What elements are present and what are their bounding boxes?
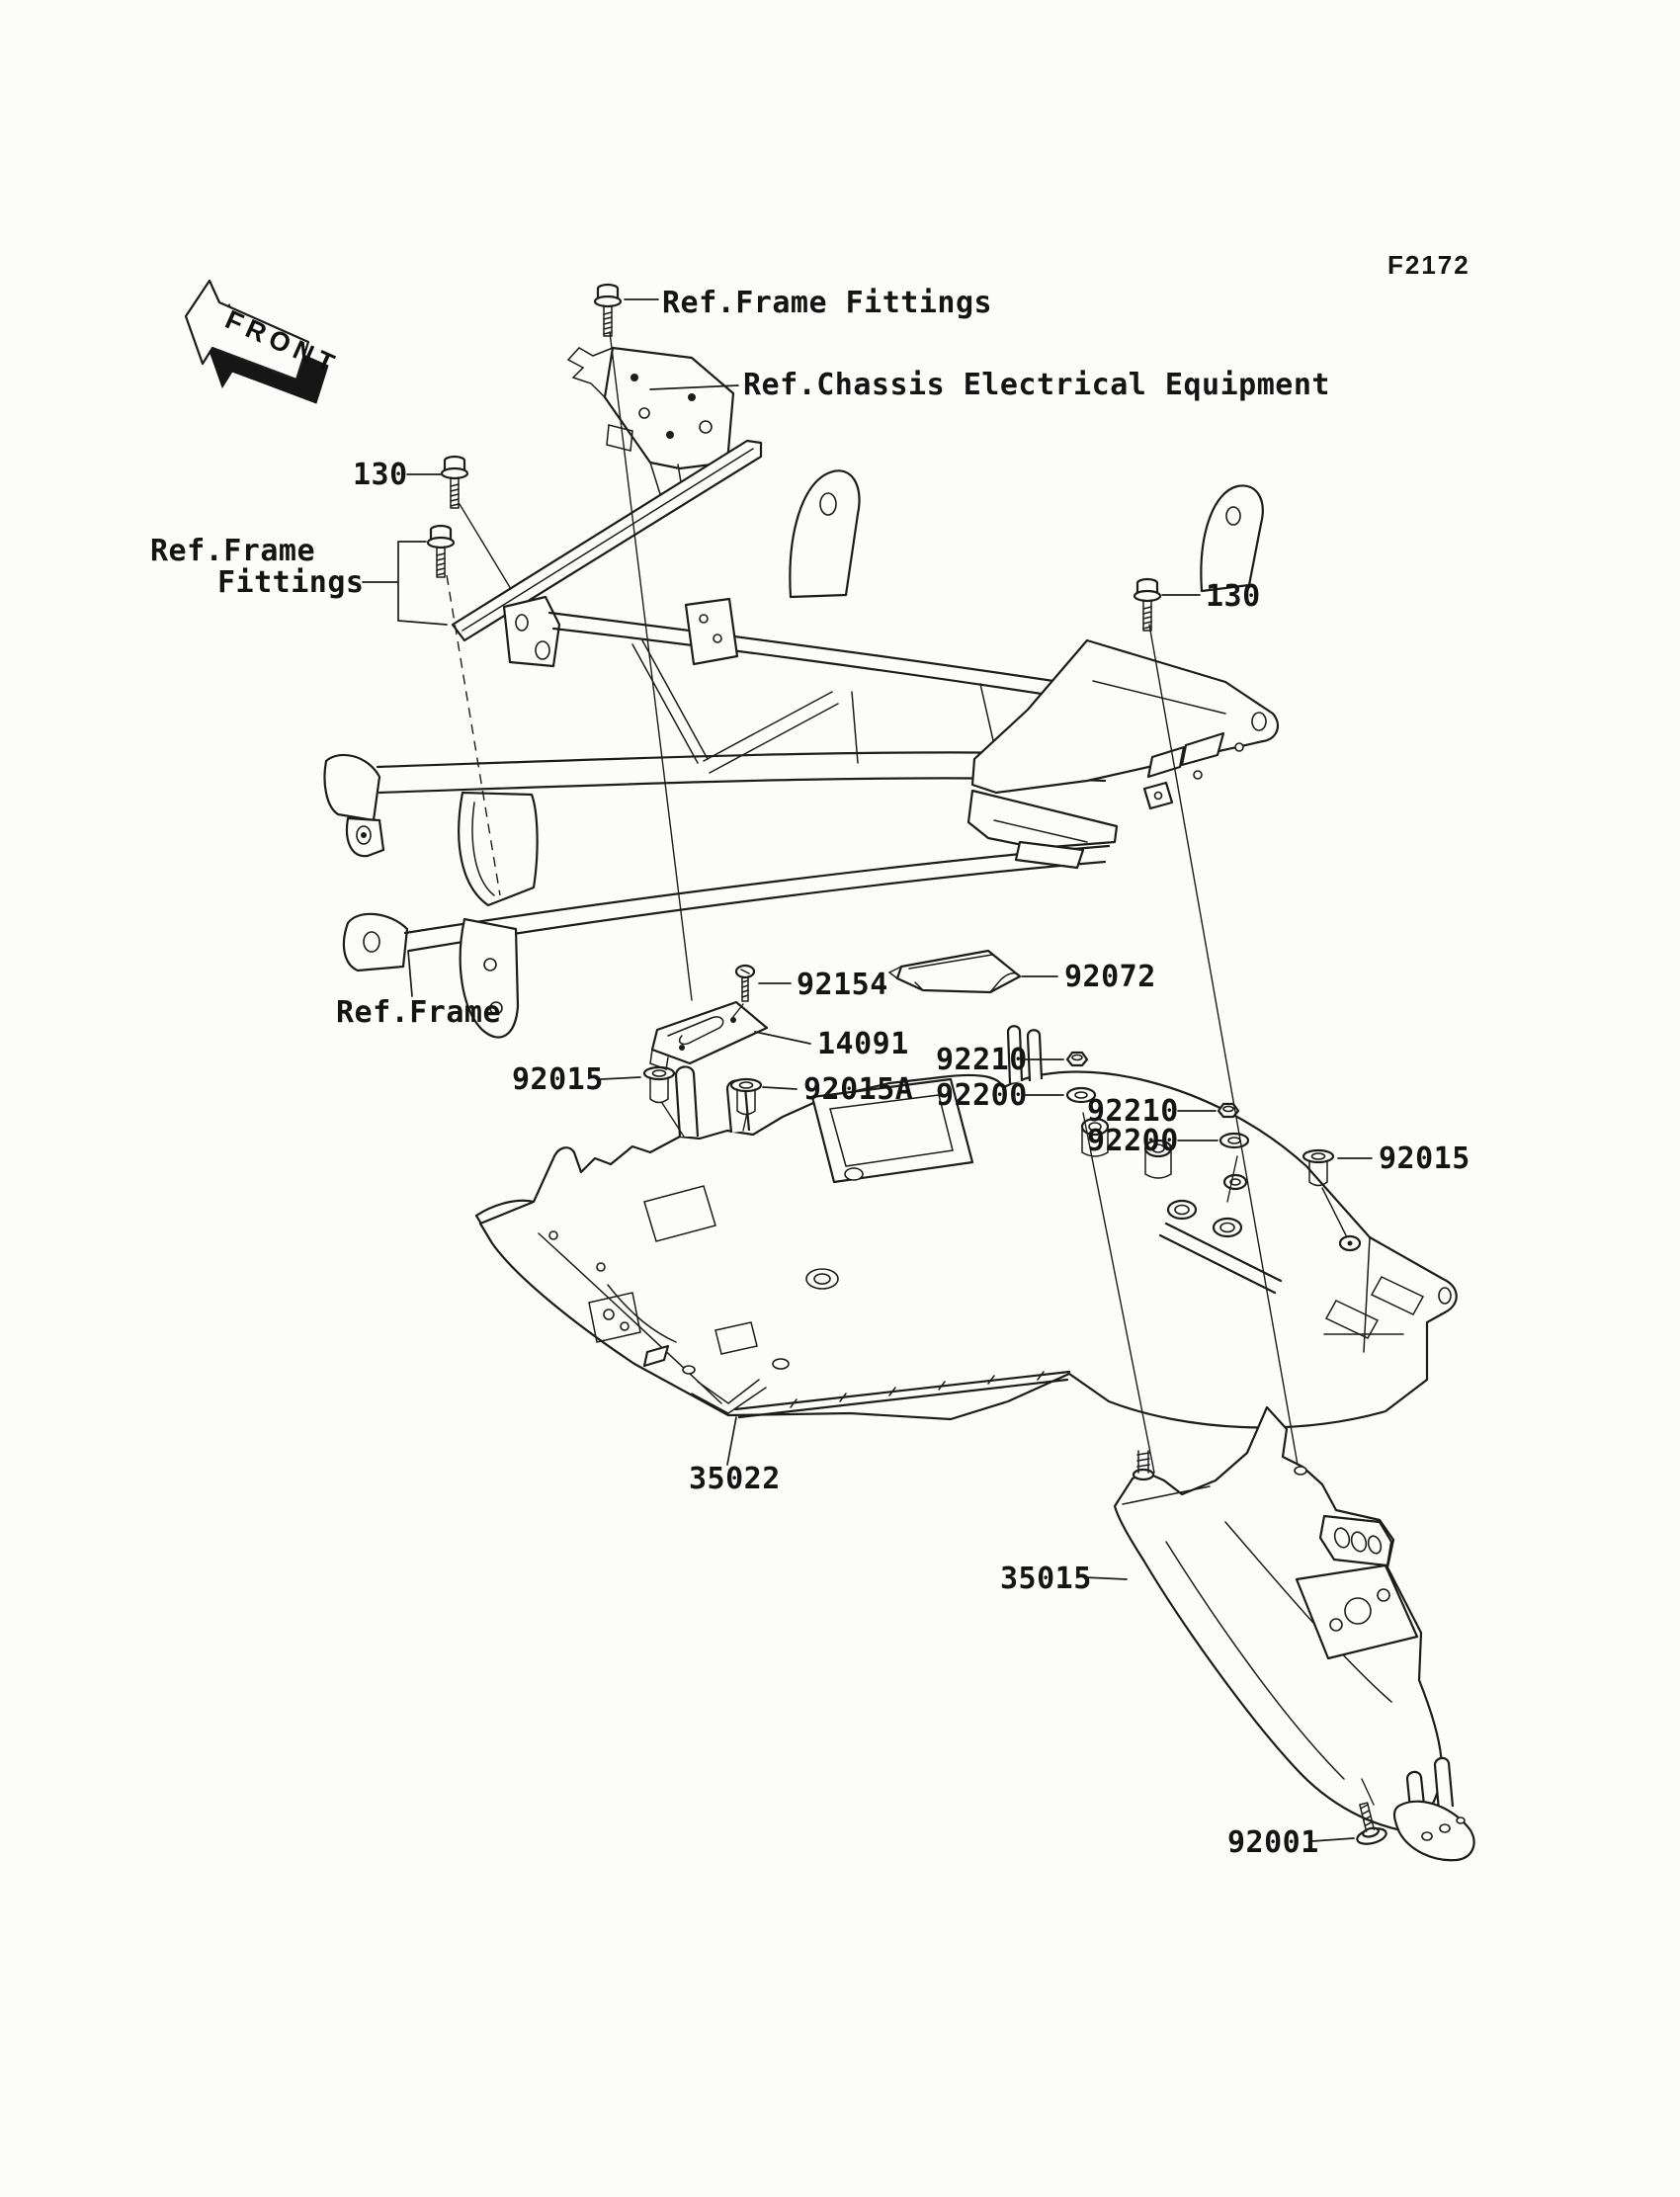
callout-35022: 35022: [689, 1462, 781, 1496]
callout-ref-frame: Ref.Frame: [336, 995, 502, 1030]
callout-130-left: 130: [353, 458, 408, 492]
callout-ref-frame-fittings-line2: Fittings: [217, 565, 365, 600]
front-label: FRONT: [220, 304, 345, 381]
hex-bolt-icon: [428, 526, 454, 577]
callout-92072: 92072: [1064, 960, 1156, 994]
washer-icon: [1220, 1134, 1248, 1147]
callout-92015-right: 92015: [1379, 1141, 1470, 1176]
heat-guard-plate-14091: [650, 1002, 767, 1069]
hex-bolt-icon: [442, 457, 467, 508]
callout-92015a: 92015A: [803, 1072, 914, 1107]
callout-92210-upper: 92210: [936, 1043, 1028, 1077]
rear-subframe: [325, 470, 1278, 1037]
callout-35015: 35015: [1000, 1562, 1092, 1596]
callout-14091: 14091: [817, 1027, 909, 1061]
front-direction-arrow-icon: [186, 281, 344, 403]
callout-ref-chassis-electrical: Ref.Chassis Electrical Equipment: [743, 368, 1330, 402]
callout-ref-frame-fittings-line1: Ref.Frame: [150, 534, 316, 568]
figure-code: F2172: [1387, 250, 1470, 280]
callout-92001: 92001: [1227, 1825, 1319, 1860]
callout-130-right: 130: [1206, 579, 1261, 614]
damper-92072: [889, 951, 1020, 992]
callout-92154: 92154: [797, 968, 888, 1002]
callout-92200-lower: 92200: [1087, 1124, 1179, 1158]
callout-ref-frame-fittings-top: Ref.Frame Fittings: [662, 286, 993, 320]
collar-icon: [644, 1067, 674, 1103]
callout-92015-left: 92015: [512, 1062, 604, 1097]
nut-icon: [1067, 1053, 1087, 1065]
callout-92210-lower: 92210: [1087, 1094, 1179, 1129]
pan-screw-icon: [736, 966, 754, 1001]
hex-bolt-icon: [1134, 579, 1160, 631]
hex-bolt-icon: [595, 285, 621, 336]
callout-92200-upper: 92200: [936, 1078, 1028, 1113]
rear-fender-35015: [1115, 1407, 1474, 1860]
